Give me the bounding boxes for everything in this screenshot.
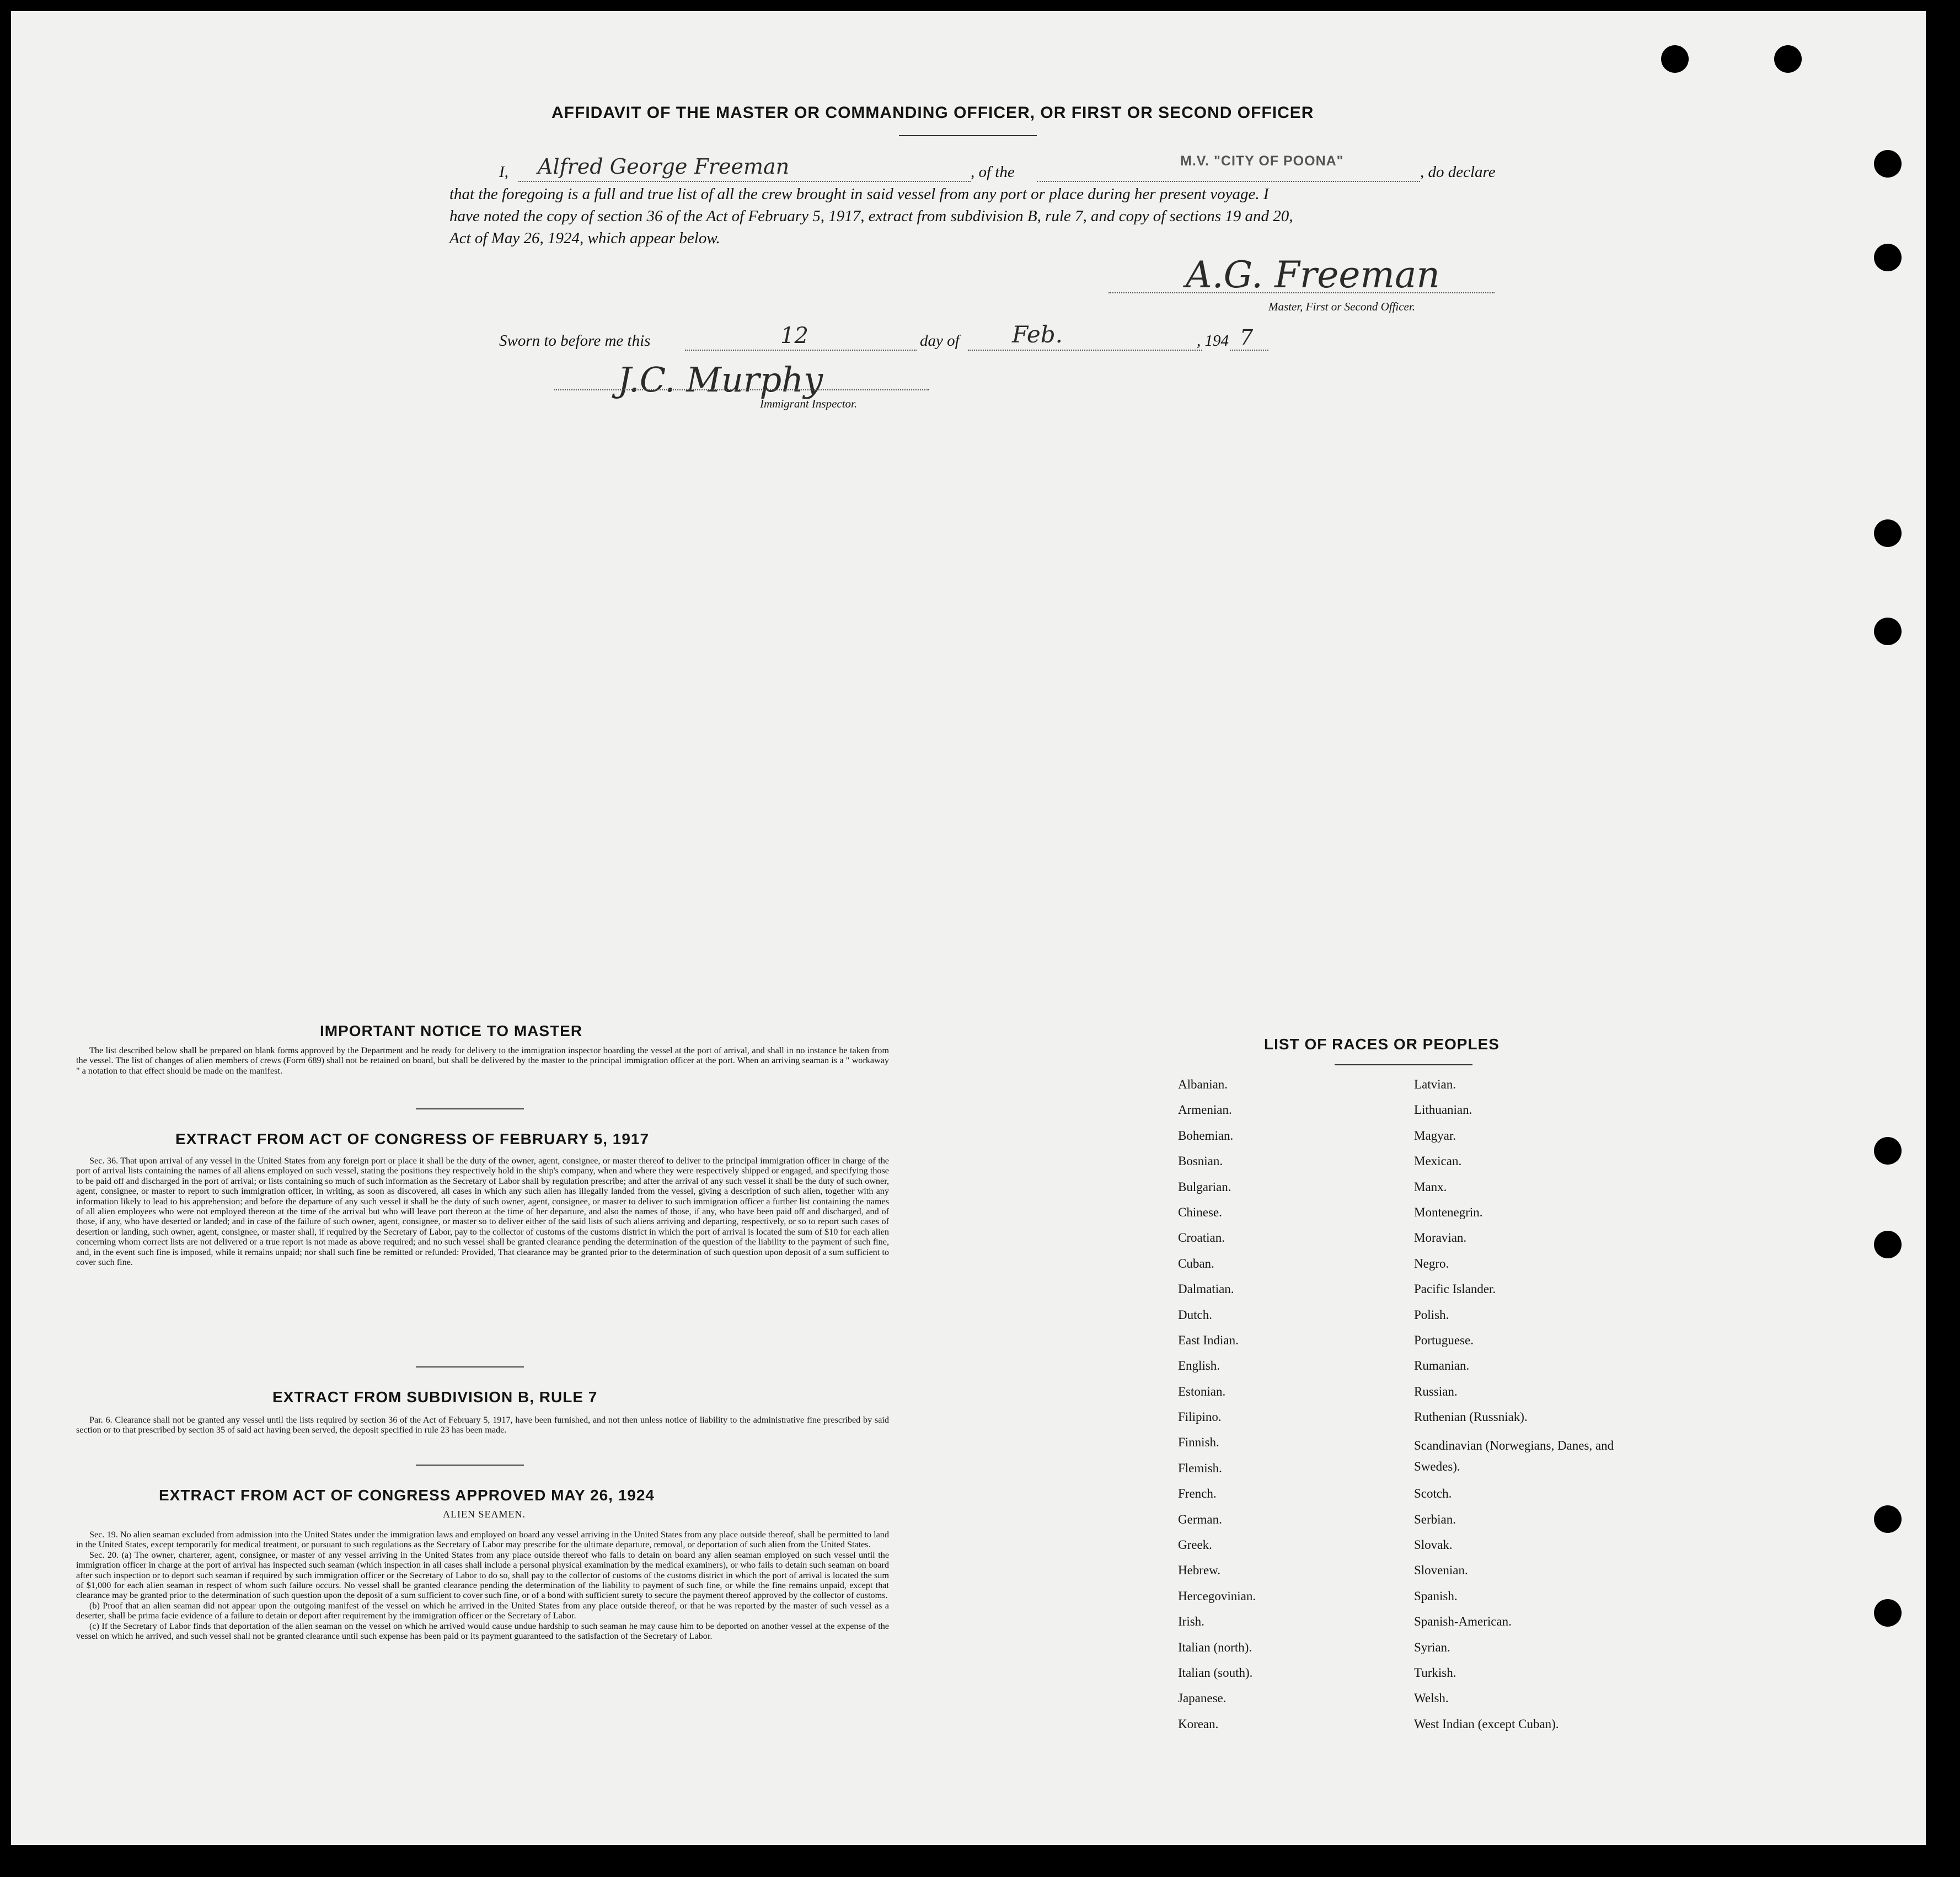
races-title: LIST OF RACES OR PEOPLES (1264, 1036, 1500, 1053)
race-item: Manx. (1414, 1179, 1447, 1194)
punch-hole (1874, 1231, 1902, 1258)
punch-hole (1874, 519, 1902, 547)
punch-hole (1874, 1599, 1902, 1627)
sworn-text: Sworn to before me this (499, 332, 651, 350)
race-item: German. (1178, 1512, 1222, 1526)
notice-body (76, 1045, 889, 1076)
notice-paragraph: The list described below shall be prepared on blank forms approved by the Department and be ready for delivery to the immigration inspector boarding the vessel at the port of arrival, and shall in no instance be taken from the vessel. The list of changes of alien members of crews (Form 689) shall not be retained on board, but shall be delivered by the master to the principal immigration officer at the port. When an arriving seaman is a " workaway " a notation to that effect should be made on the manifest. (76, 1045, 889, 1076)
race-item: Chinese. (1178, 1205, 1222, 1219)
extract-1917-body (76, 1156, 889, 1267)
races-left-column (1178, 1077, 1256, 1742)
race-item: West Indian (except Cuban). (1414, 1717, 1559, 1731)
races-divider (1335, 1064, 1472, 1065)
master-signature: A.G. Freeman (1186, 254, 1440, 296)
race-item: Latvian. (1414, 1077, 1456, 1091)
document-page (11, 11, 1926, 1845)
race-item: Moravian. (1414, 1231, 1467, 1245)
affidavit-title: AFFIDAVIT OF THE MASTER OR COMMANDING OFFICER, OR FIRST OR SECOND OFFICER (551, 104, 1314, 122)
sworn-text: , 194 (1197, 332, 1229, 350)
punch-hole (1774, 45, 1802, 73)
race-item: Cuban. (1178, 1256, 1214, 1270)
race-item: Pacific Islander. (1414, 1282, 1496, 1296)
race-item: Bulgarian. (1178, 1179, 1231, 1194)
affidavit-text: have noted the copy of section 36 of the Act of February 5, 1917, extract from subdivision B, rule 7, and copy of sections 19 and 20, (449, 207, 1293, 225)
race-item: Lithuanian. (1414, 1103, 1472, 1117)
race-item: Japanese. (1178, 1691, 1227, 1706)
month-blank (968, 350, 1202, 351)
affidavit-text: , do declare (1420, 163, 1496, 181)
punch-hole (1874, 244, 1902, 271)
affidavit-text: I, (499, 163, 508, 181)
extract-1917-title: EXTRACT FROM ACT OF CONGRESS OF FEBRUARY 5, 1917 (175, 1130, 650, 1147)
race-item: Bosnian. (1178, 1154, 1223, 1168)
race-item: Spanish. (1414, 1589, 1458, 1603)
affidavit-text: Act of May 26, 1924, which appear below. (449, 229, 720, 247)
race-item: Hebrew. (1178, 1563, 1221, 1578)
vessel-blank (1037, 181, 1420, 182)
punch-hole (1874, 1137, 1902, 1165)
punch-hole (1874, 618, 1902, 645)
race-item: Croatian. (1178, 1231, 1225, 1245)
vessel-stamp: M.V. "CITY OF POONA" (1180, 153, 1344, 169)
race-item: Slovenian. (1414, 1563, 1468, 1578)
inspector-caption: Immigrant Inspector. (760, 397, 858, 410)
race-item: Slovak. (1414, 1538, 1453, 1552)
race-item: Serbian. (1414, 1512, 1456, 1526)
race-item: Dutch. (1178, 1307, 1212, 1322)
rule7-title: EXTRACT FROM SUBDIVISION B, RULE 7 (272, 1388, 598, 1406)
race-item: Flemish. (1178, 1461, 1222, 1475)
race-item: Scandinavian (Norwegians, Danes, and Swedes). (1414, 1439, 1614, 1474)
punch-hole (1661, 45, 1689, 73)
race-item: Italian (south). (1178, 1665, 1253, 1680)
punch-hole (1874, 1505, 1902, 1533)
alien-seamen-subtitle: ALIEN SEAMEN. (443, 1509, 526, 1520)
race-item: Turkish. (1414, 1666, 1456, 1680)
race-item: Dalmatian. (1178, 1282, 1234, 1296)
sworn-text: day of (920, 332, 960, 350)
races-right-column (1414, 1077, 1624, 1742)
section-divider (416, 1108, 524, 1109)
section-divider (416, 1465, 524, 1466)
sec19-paragraph: Sec. 19. No alien seaman excluded from admission into the United States under the immigration laws and employed on board any vessel arriving in the United States from any place outside thereof, shall be permitted to land in the United States, except temporarily for medical treatment, or pursuant to such regulations as the Secretary of Labor may prescribe for the ultimate departure, removal, or deportation of such alien from the United States. (76, 1530, 889, 1550)
par6-paragraph: Par. 6. Clearance shall not be granted any vessel until the lists required by section 36 of the Act of February 5, 1917, have been furnished, and not then unless notice of liability to the administrative fine prescribed by said section or to that prescribed by section 35 of said act having been served, the deposit specified in rule 23 has been made. (76, 1415, 889, 1435)
race-item: East Indian. (1178, 1333, 1239, 1347)
race-item: Ruthenian (Russniak). (1414, 1410, 1528, 1424)
sec20b-paragraph: (b) Proof that an alien seaman did not appear upon the outgoing manifest of the vessel on which he arrived in the United States from any place outside thereof, or that he was reported by the master of such vessel as a deserter, shall be prima facie evidence of a failure to detain or deport after requirement by the immigration officer or the Secretary of Labor. (76, 1600, 889, 1621)
race-item: French. (1178, 1487, 1217, 1501)
sec20c-paragraph: (c) If the Secretary of Labor finds that deportation of the alien seaman on the vessel on which he arrived would cause undue hardship to such seaman he may cause him to be deported on another vessel at the expense of the vessel on which he arrived, and such vessel shall not be granted clearance until such expense has been paid or its payment guaranteed to the satisfaction of the Secretary of Labor. (76, 1621, 889, 1642)
year-blank (1230, 350, 1268, 351)
sec36-paragraph: Sec. 36. That upon arrival of any vessel in the United States from any foreign port or place it shall be the duty of the owner, agent, consignee, or master thereof to deliver to the principal immigration officer in charge of the port of arrival lists containing the names of all aliens employed on such vessel, stating the positions they respectively hold in the ship's company, when and where they were respectively shipped or engaged, and specifying those to be paid off and discharged in the port of arrival; or lists containing so much of such information as the Secretary of Labor shall by regulation prescribe; and after the arrival of any such vessel it shall be the duty of such owner, agent, consignee, or master to report to such immigration officer, in writing, as soon as discovered, all cases in which any such alien has illegally landed from the vessel, giving a description of such alien, together with any information likely to lead to his apprehension; and before the departure of any such vessel it shall be the duty of such owner, agent, consignee, or master to deliver to such immigration officer a further list containing the names of all alien employees who were not employed thereon at the time of the arrival but who will leave port thereon at the time of her departure, and also the names of those, if any, who have been paid off and discharged, and of those, if any, who have deserted or landed; and in case of the failure of such owner, agent, consignee, or master so to deliver either of the said lists of such aliens arriving and departing, respectively, or so to report such cases of desertion or landing, such owner, agent, consignee, or master shall, if required by the Secretary of Labor, pay to the collector of customs of the customs district in which the port of arrival is located the sum of $10 for each alien concerning whom correct lists are not delivered or a true report is not made as above required; and no such vessel shall be granted clearance pending the determination of the question of the liability to the payment of such fine, and, in the event such fine is imposed, while it remains unpaid; nor shall such fine be remitted or refunded: Provided, That clearance may be granted prior to the determination of such question upon deposit of a sum sufficient to cover such fine. (76, 1156, 889, 1268)
sworn-month: Feb. (1012, 321, 1063, 348)
rule7-body (76, 1415, 889, 1435)
race-item: Magyar. (1414, 1128, 1456, 1143)
day-blank (685, 350, 917, 351)
race-item: Hercegovinian. (1178, 1589, 1256, 1603)
race-item: Mexican. (1414, 1154, 1462, 1168)
race-item: Italian (north). (1178, 1640, 1252, 1654)
race-item: Estonian. (1178, 1384, 1226, 1398)
race-item: Montenegrin. (1414, 1205, 1483, 1219)
race-item: Greek. (1178, 1538, 1212, 1552)
race-item: Korean. (1178, 1717, 1219, 1731)
race-item: Filipino. (1178, 1410, 1222, 1424)
punch-hole (1874, 150, 1902, 178)
race-item: Russian. (1414, 1384, 1458, 1398)
race-item: Rumanian. (1414, 1359, 1470, 1373)
sworn-day: 12 (780, 323, 808, 348)
signature-caption: Master, First or Second Officer. (1268, 300, 1415, 313)
affidavit-text: that the foregoing is a full and true list of all the crew brought in said vessel from any port or place during her present voyage. I (449, 185, 1269, 203)
section-divider (416, 1366, 524, 1367)
sworn-year-digit: 7 (1240, 325, 1254, 350)
signature-line (1108, 292, 1495, 293)
extract-1924-body (76, 1530, 889, 1641)
race-item: Armenian. (1178, 1103, 1232, 1117)
race-item: Scotch. (1414, 1487, 1452, 1501)
race-item: Polish. (1414, 1307, 1449, 1322)
name-blank (518, 181, 971, 182)
race-item: Albanian. (1178, 1077, 1228, 1091)
extract-1924-title: EXTRACT FROM ACT OF CONGRESS APPROVED MAY 26, 1924 (159, 1487, 655, 1504)
race-item: Negro. (1414, 1256, 1449, 1270)
affidavit-text: , of the (971, 163, 1015, 181)
sec20a-paragraph: Sec. 20. (a) The owner, charterer, agent, consignee, or master of any vessel arriving in the United States from any place outside thereof who fails to detain on board any alien seaman employed on such vessel until the immigration officer in charge at the port of arrival has inspected such seaman (which inspection in all cases shall include a personal physical examination by the medical examiners), or who fails to detain such seaman on board after such inspection or to deport such seaman if required by such immigration officer or the Secretary of Labor to do so, shall pay to the collector of customs of the customs district in which the port of arrival is located the sum of $1,000 for each alien seaman in respect of whom such failure occurs. No vessel shall be granted clearance pending the determination of the liability to payment of such fine, or while the fine remains unpaid, except that clearance may be granted prior to the determination of such question upon the deposit of a sum sufficient to cover such fine, or of a bond with sufficient surety to secure the payment thereof approved by the collector of customs. (76, 1549, 889, 1601)
race-item: Bohemian. (1178, 1128, 1234, 1143)
notice-title: IMPORTANT NOTICE TO MASTER (320, 1022, 583, 1039)
master-name-handwritten: Alfred George Freeman (538, 154, 790, 179)
race-item: Welsh. (1414, 1691, 1449, 1706)
race-item: Spanish-American. (1414, 1615, 1512, 1629)
race-item: Syrian. (1414, 1640, 1450, 1654)
race-item: Portuguese. (1414, 1333, 1474, 1347)
race-item: Irish. (1178, 1615, 1204, 1629)
inspector-line (554, 389, 929, 390)
race-item: Finnish. (1178, 1435, 1219, 1450)
inspector-signature: J.C. Murphy (618, 360, 823, 400)
race-item: English. (1178, 1359, 1220, 1373)
title-divider (899, 135, 1037, 136)
